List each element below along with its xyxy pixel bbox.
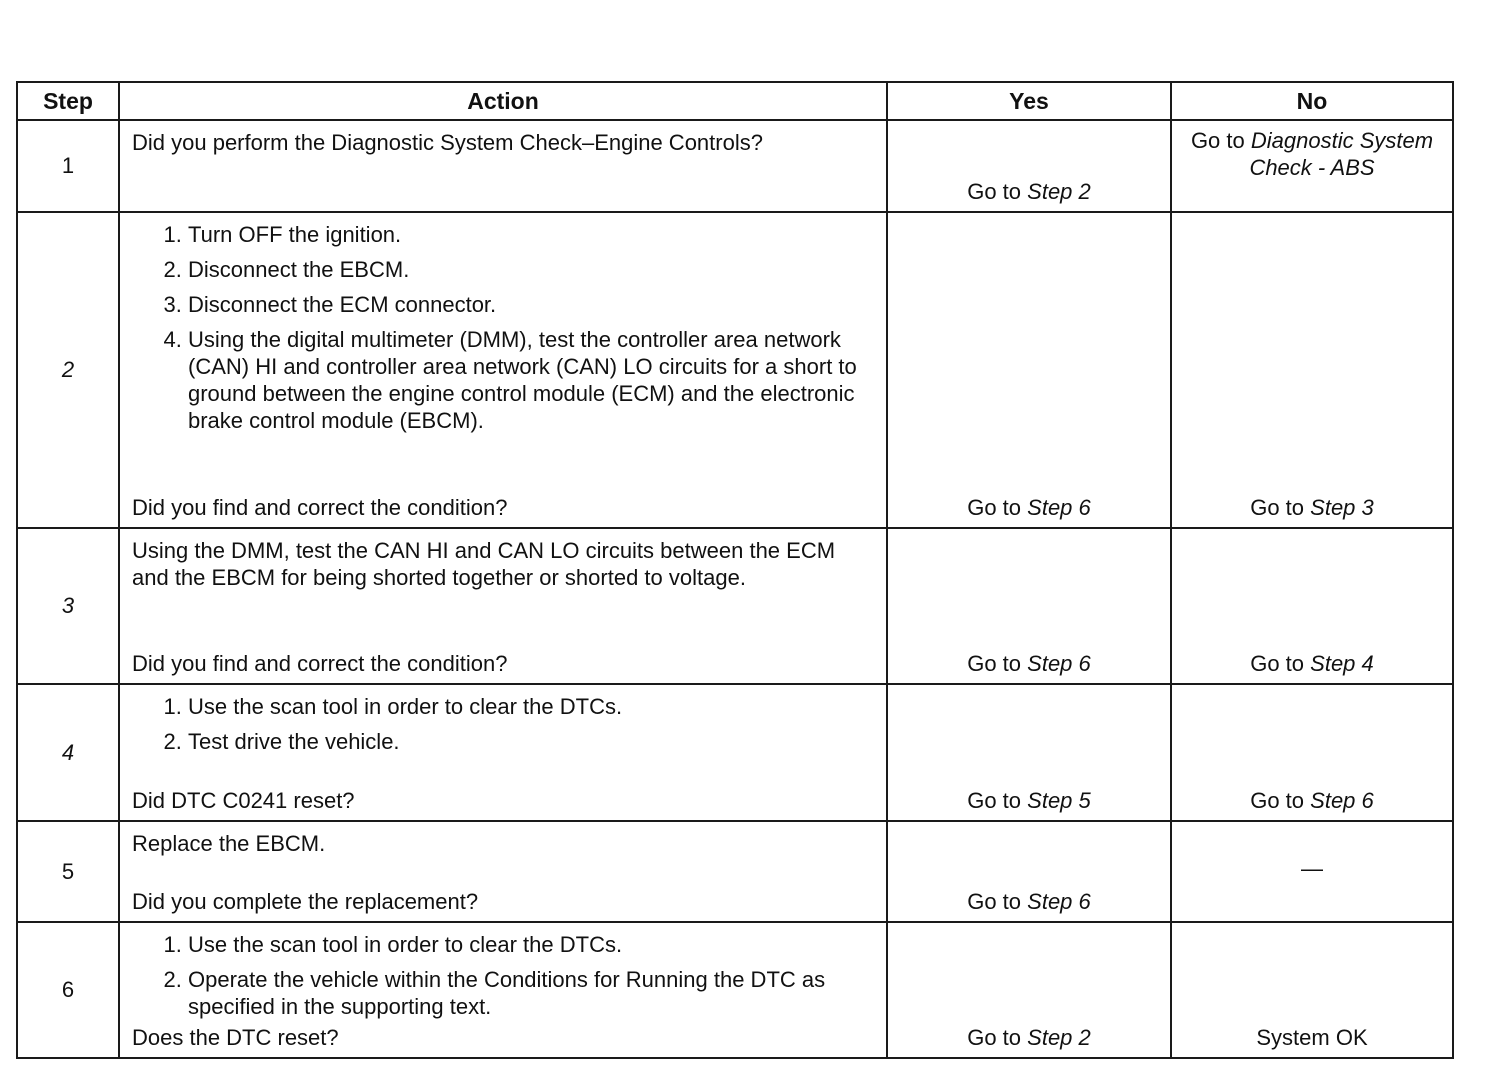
action-text: Replace the EBCM.: [132, 831, 326, 856]
action-cell: [119, 120, 887, 212]
step-number: 2: [17, 212, 119, 528]
action-item: 1. Turn OFF the ignition.: [188, 221, 874, 248]
yes-prefix: Go to: [967, 889, 1022, 914]
step-number: 4: [17, 684, 119, 821]
table-row: [17, 212, 1453, 528]
header-action: Action: [119, 82, 887, 120]
yes-target: Step 6: [1027, 889, 1091, 914]
no-target: Step 3: [1310, 495, 1374, 520]
no-cell: [1171, 120, 1453, 212]
step-number: 1: [17, 120, 119, 212]
no-prefix: Go to: [1250, 651, 1305, 676]
yes-target: Step 2: [1027, 179, 1091, 204]
no-prefix: Go to: [1250, 788, 1305, 813]
no-cell: [1171, 922, 1453, 1058]
action-item: 2. Test drive the vehicle.: [188, 728, 874, 755]
header-no: No: [1171, 82, 1453, 120]
table-row: [17, 684, 1453, 821]
header-row: [17, 82, 1453, 120]
no-cell: [1171, 212, 1453, 528]
no-prefix: Go to: [1250, 495, 1305, 520]
table-row: [17, 821, 1453, 922]
action-question: Did you complete the replacement?: [132, 889, 479, 914]
action-cell: [119, 528, 887, 684]
header-step: Step: [17, 82, 119, 120]
no-target: Diagnostic System Check - ABS: [1249, 128, 1434, 180]
yes-target: Step 6: [1027, 495, 1091, 520]
table-row: [17, 120, 1453, 212]
no-cell: [1171, 821, 1453, 922]
no-cell: [1171, 528, 1453, 684]
action-question: Did you find and correct the condition?: [132, 651, 508, 676]
no-prefix: Go to: [1190, 128, 1245, 153]
yes-prefix: Go to: [967, 651, 1022, 676]
step-number: 6: [17, 922, 119, 1058]
action-item: 4. Using the digital multimeter (DMM), test the controller area network (CAN) HI and controller area network (CAN) LO circuits for a short to ground between the engine control module (ECM) and the electronic brake control module (EBCM).: [188, 326, 874, 434]
action-cell: [119, 212, 887, 528]
action-question: Did DTC C0241 reset?: [132, 788, 355, 813]
action-list: [132, 931, 874, 1020]
yes-target: Step 6: [1027, 651, 1091, 676]
table-row: [17, 528, 1453, 684]
action-text: Did you perform the Diagnostic System Check–Engine Controls?: [132, 130, 763, 155]
action-list: [132, 693, 874, 763]
diagnostic-table: [16, 81, 1454, 1059]
action-item: 2. Disconnect the EBCM.: [188, 256, 874, 283]
action-text: Using the DMM, test the CAN HI and CAN LO circuits between the ECM and the EBCM for being shorted together or shorted to voltage.: [132, 538, 836, 590]
yes-cell: [887, 120, 1171, 212]
action-cell: [119, 821, 887, 922]
step-number: 5: [17, 821, 119, 922]
action-item: 2. Operate the vehicle within the Conditions for Running the DTC as specified in the supporting text.: [188, 966, 874, 1020]
yes-prefix: Go to: [967, 1025, 1022, 1050]
no-target: Step 6: [1310, 788, 1374, 813]
action-list: [132, 221, 874, 442]
yes-prefix: Go to: [967, 179, 1022, 204]
yes-cell: [887, 922, 1171, 1058]
yes-target: Step 5: [1027, 788, 1091, 813]
yes-cell: [887, 212, 1171, 528]
header-yes: Yes: [887, 82, 1171, 120]
action-question: Did you find and correct the condition?: [132, 495, 508, 520]
action-cell: [119, 922, 887, 1058]
no-text: —: [1301, 855, 1323, 881]
yes-cell: [887, 528, 1171, 684]
yes-prefix: Go to: [967, 788, 1022, 813]
no-target: Step 4: [1310, 651, 1374, 676]
action-item: 1. Use the scan tool in order to clear the DTCs.: [188, 693, 874, 720]
no-cell: [1171, 684, 1453, 821]
no-text: System OK: [1256, 1025, 1368, 1050]
action-item: 1. Use the scan tool in order to clear the DTCs.: [188, 931, 874, 958]
yes-cell: [887, 684, 1171, 821]
table-row: [17, 922, 1453, 1058]
yes-target: Step 2: [1027, 1025, 1091, 1050]
step-number: 3: [17, 528, 119, 684]
yes-prefix: Go to: [967, 495, 1022, 520]
action-question: Does the DTC reset?: [132, 1025, 339, 1050]
action-cell: [119, 684, 887, 821]
action-item: 3. Disconnect the ECM connector.: [188, 291, 874, 318]
yes-cell: [887, 821, 1171, 922]
